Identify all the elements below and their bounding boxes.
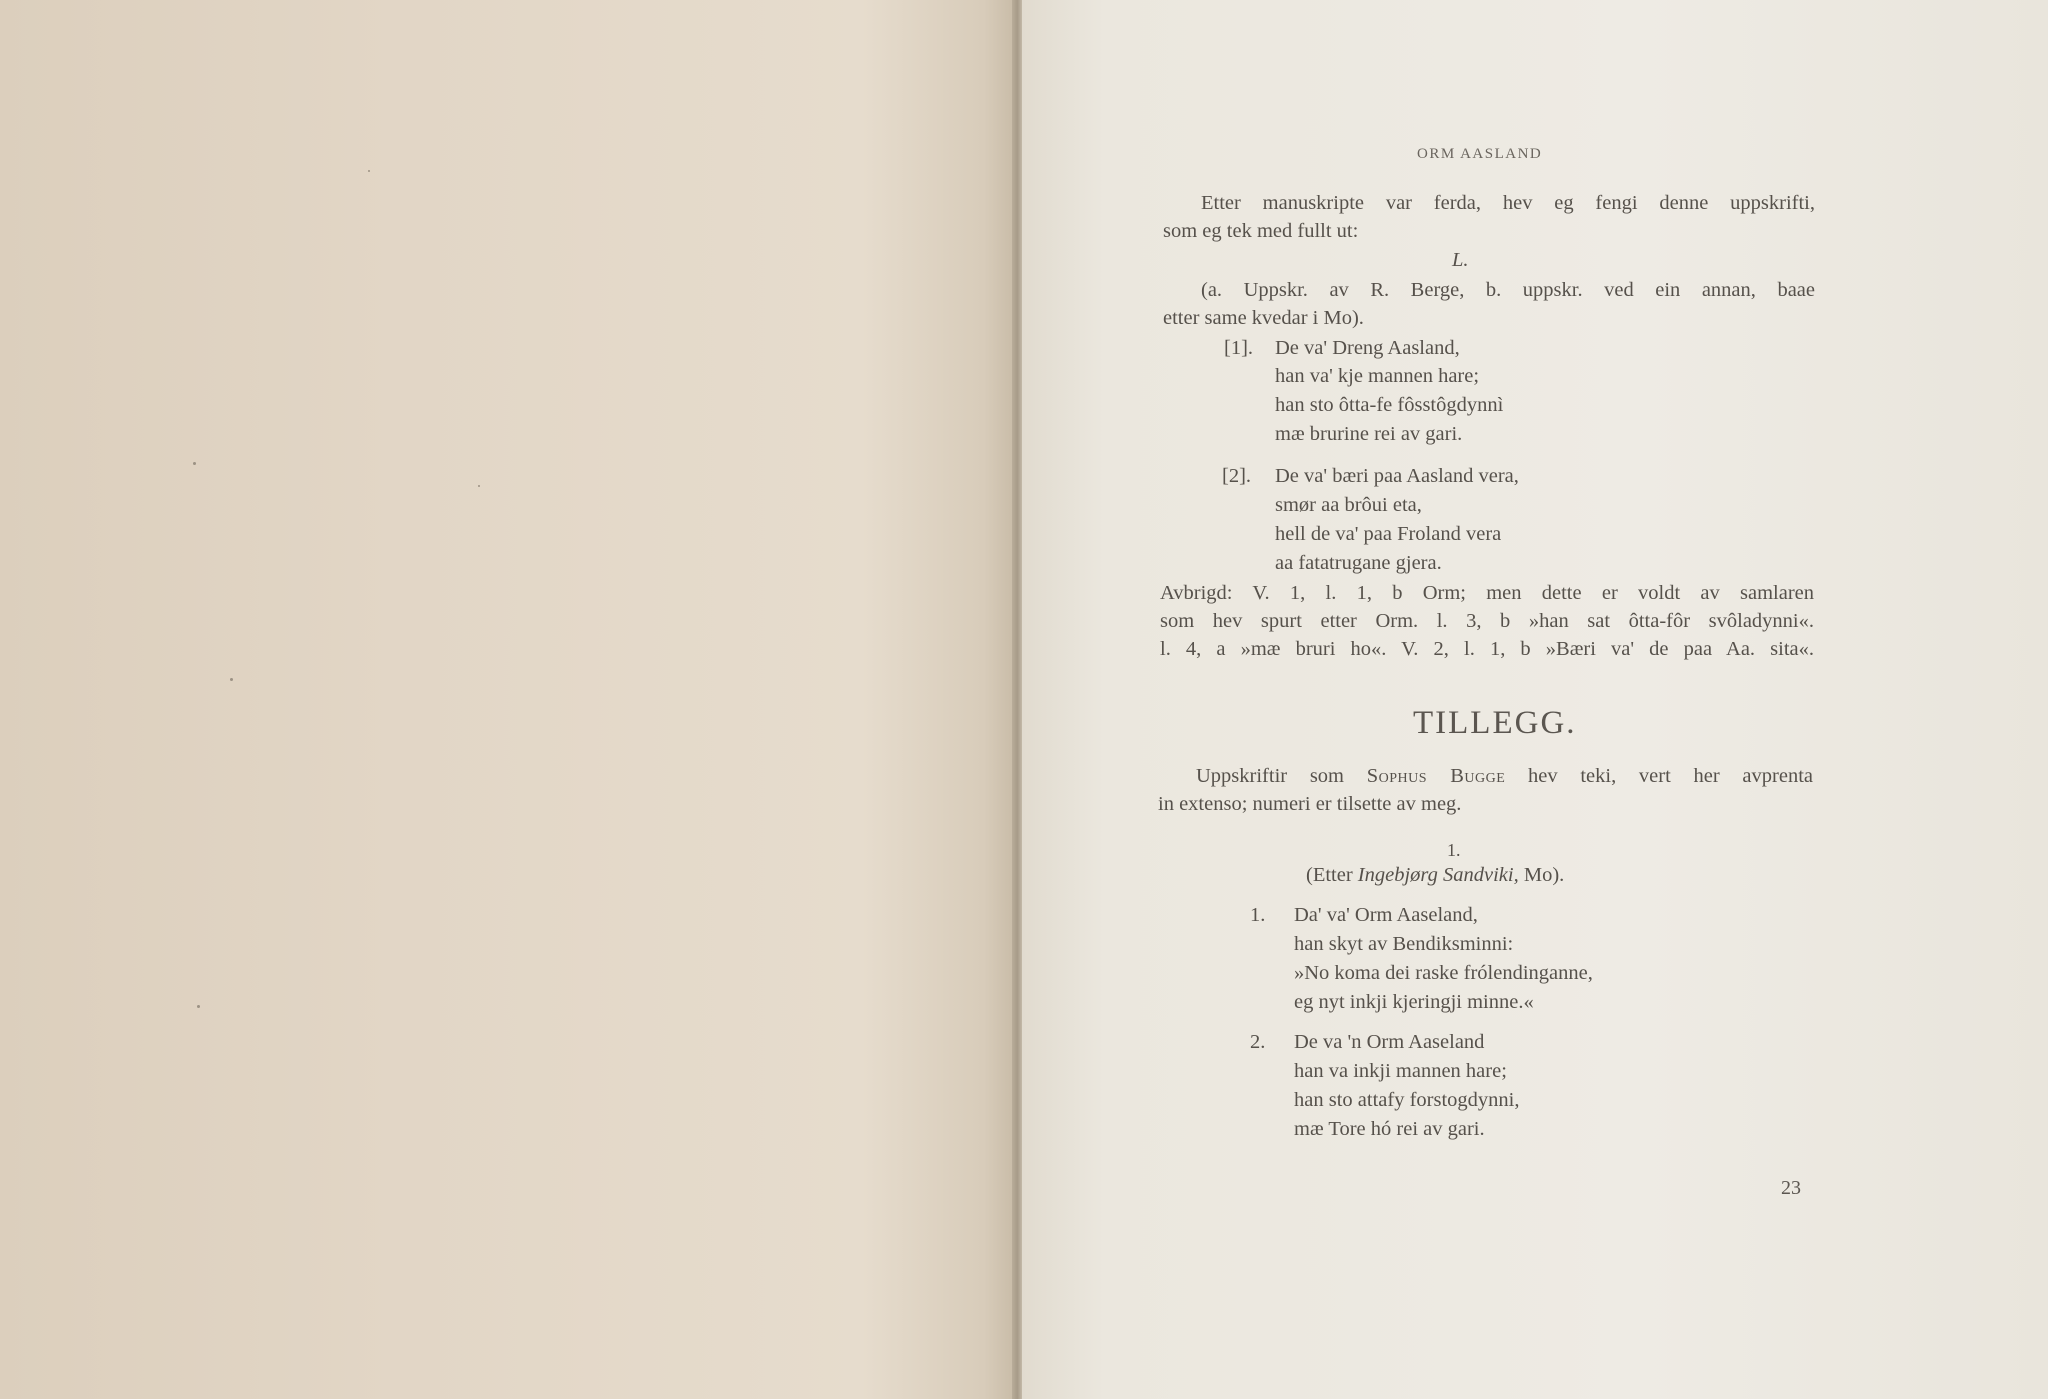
item-source-pre: (Etter: [1306, 864, 1358, 886]
paper-speck: [193, 462, 196, 465]
tillegg-intro-name: Sophus Bugge: [1366, 765, 1506, 787]
avbrigd-line-1: Avbrigd: V. 1, l. 1, b Orm; men dette er voldt av samlaren: [1160, 582, 1814, 604]
verse-1-line-3: han sto ôtta-fe fôsstôgdynnì: [1275, 394, 1504, 416]
paper-speck: [230, 678, 233, 681]
paper-speck: [368, 170, 370, 172]
stanza-1-line-3: »No koma dei raske frólendinganne,: [1294, 962, 1593, 984]
verse-1-number: [1].: [1224, 337, 1254, 359]
source-line-1: (a. Uppskr. av R. Berge, b. uppskr. ved ein annan, baae: [1201, 279, 1815, 301]
item-source-name: Ingebjørg Sandviki,: [1357, 864, 1519, 886]
stanza-2-number: 2.: [1250, 1031, 1266, 1053]
verse-2-line-3: hell de va' paa Froland vera: [1275, 523, 1502, 545]
verse-2-line-1: De va' bæri paa Aasland vera,: [1275, 465, 1519, 487]
left-page-blank: [0, 0, 1014, 1399]
verse-1-line-4: mæ brurine rei av gari.: [1275, 423, 1463, 445]
tillegg-intro-pre: Uppskriftir som: [1196, 765, 1367, 787]
running-header: ORM AASLAND: [1417, 146, 1543, 162]
stanza-2-line-3: han sto attafy forstogdynni,: [1294, 1089, 1520, 1111]
item-source-post: Mo).: [1518, 864, 1565, 886]
stanza-1-line-1: Da' va' Orm Aaseland,: [1294, 904, 1478, 926]
stanza-1-line-4: eg nyt inkji kjeringji minne.«: [1294, 991, 1534, 1013]
verse-2-number: [2].: [1222, 465, 1252, 487]
section-letter: L.: [1452, 249, 1469, 271]
avbrigd-line-2: som hev spurt etter Orm. l. 3, b »han sat ôtta-fôr svôladynni«.: [1160, 610, 1814, 632]
verse-1-line-2: han va' kje mannen hare;: [1275, 365, 1480, 387]
verse-2-line-2: smør aa brôui eta,: [1275, 494, 1422, 516]
intro-line-2: som eg tek med fullt ut:: [1163, 220, 1359, 242]
tillegg-intro-post: hev teki, vert her avprenta: [1505, 765, 1813, 787]
verse-2-line-4: aa fatatrugane gjera.: [1275, 552, 1442, 574]
intro-line-1: Etter manuskripte var ferda, hev eg fengi denne uppskrifti,: [1201, 192, 1815, 214]
tillegg-intro-line-2: in extenso; numeri er tilsette av meg.: [1158, 793, 1462, 815]
paper-speck: [197, 1005, 200, 1008]
tillegg-intro-line-1: [1196, 764, 1813, 788]
stanza-1-number: 1.: [1250, 904, 1266, 926]
stanza-2-line-4: mæ Tore hó rei av gari.: [1294, 1118, 1485, 1140]
item-source: [1306, 863, 1564, 887]
verse-1-line-1: De va' Dreng Aasland,: [1275, 337, 1460, 359]
paper-speck: [478, 485, 480, 487]
stanza-2-line-1: De va 'n Orm Aaseland: [1294, 1031, 1485, 1053]
source-line-2: etter same kvedar i Mo).: [1163, 307, 1364, 329]
tillegg-heading: TILLEGG.: [1413, 705, 1577, 741]
stanza-1-line-2: han skyt av Bendiksminni:: [1294, 933, 1514, 955]
item-number: 1.: [1447, 840, 1461, 860]
stanza-2-line-2: han va inkji mannen hare;: [1294, 1060, 1507, 1082]
avbrigd-line-3: l. 4, a »mæ bruri ho«. V. 2, l. 1, b »Bæri va' de paa Aa. sita«.: [1160, 638, 1814, 660]
page-number: 23: [1781, 1177, 1801, 1199]
